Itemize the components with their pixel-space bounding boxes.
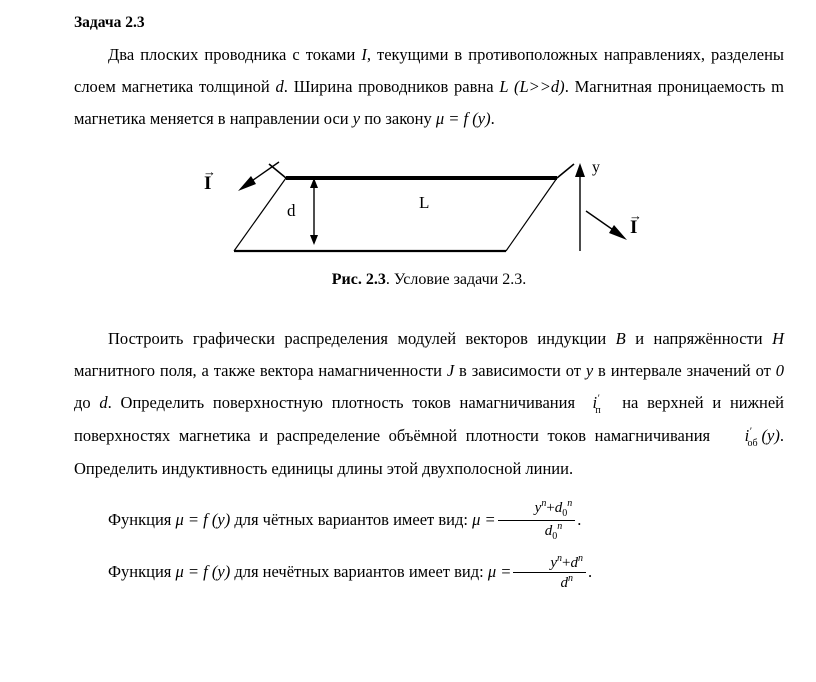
problem-statement-paragraph: Два плоских проводника с токами I, текущими в противоположных направлениях, разделены слоем магнетика толщиной d. Ширина проводников равна L (L>>d). Магнитная проницаемость m магнетика меняется в направлении оси y по закону μ = f (y).: [74, 44, 785, 128]
thickness-arrow-down: [310, 235, 318, 245]
formula-even-lead: Функция: [108, 510, 176, 529]
figure-label-width: L: [419, 193, 430, 213]
right-side-edge: [506, 178, 557, 251]
figure-caption: [74, 271, 784, 289]
document-content: [74, 14, 784, 593]
formula-odd-mid: для нечётных вариантов имеет вид:: [230, 562, 488, 582]
figure-caption-number: Рис. 2.3: [331, 271, 386, 289]
formula-even-line: [74, 499, 784, 543]
figure-label-thickness: d: [287, 201, 296, 221]
figure-label-y-axis: y: [592, 159, 600, 177]
top-right-edge: [557, 164, 574, 178]
formula-odd-line: [74, 553, 784, 593]
figure-label-current-left: → I: [203, 164, 216, 195]
formula-odd-eq: μ =: [487, 562, 512, 582]
y-axis-arrowhead: [575, 163, 585, 177]
formula-even-eq: μ =: [472, 510, 496, 529]
formula-even-fraction: [498, 498, 576, 542]
formula-odd-tail: .: [588, 562, 593, 582]
formula-odd-fraction: [513, 553, 586, 593]
formula-even-mu-f: μ = f (y): [175, 510, 231, 529]
figure-label-current-right-text: I: [630, 217, 638, 239]
task-description-paragraph: Построить графически распределения модулей векторов индукции B и напряжённости H магнитного поля, а также вектора намагниченности J в зависимости от y в интервале значений от 0 до d. Определить поверхностную плотность токов намагничивания $i'_п$ на верхней и нижней поверхностях магнетика и распределение объёмной плотности токов намагничивания $i'_{об}$ (y). Определить индуктивность единицы длины этой двухполосной линии.: [74, 329, 785, 479]
figure-label-current-right: → I: [629, 208, 642, 239]
formula-odd-denominator: $d^n$: [560, 572, 573, 591]
figure-2-3: [74, 149, 784, 269]
right-current-arrowhead: [609, 225, 627, 240]
page-title: Задача 2.3: [74, 14, 145, 31]
figure-label-current-left-text: I: [204, 173, 212, 195]
left-current-arrowhead: [238, 176, 256, 191]
formula-odd-mu-f: μ = f (y): [175, 562, 231, 582]
figure-caption-text: . Условие задачи 2.3.: [385, 271, 527, 289]
formula-even-tail: .: [577, 510, 582, 529]
formula-even-denominator: $d_0^n$: [544, 520, 563, 542]
formula-even-mid: для чётных вариантов имеет вид:: [230, 510, 473, 529]
formula-even-numerator: $y^n+d_0^n$: [498, 498, 576, 521]
top-left-edge: [269, 164, 286, 178]
formula-odd-lead: Функция: [108, 562, 176, 582]
formula-odd-numerator: $y^n+d^n$: [513, 553, 586, 573]
